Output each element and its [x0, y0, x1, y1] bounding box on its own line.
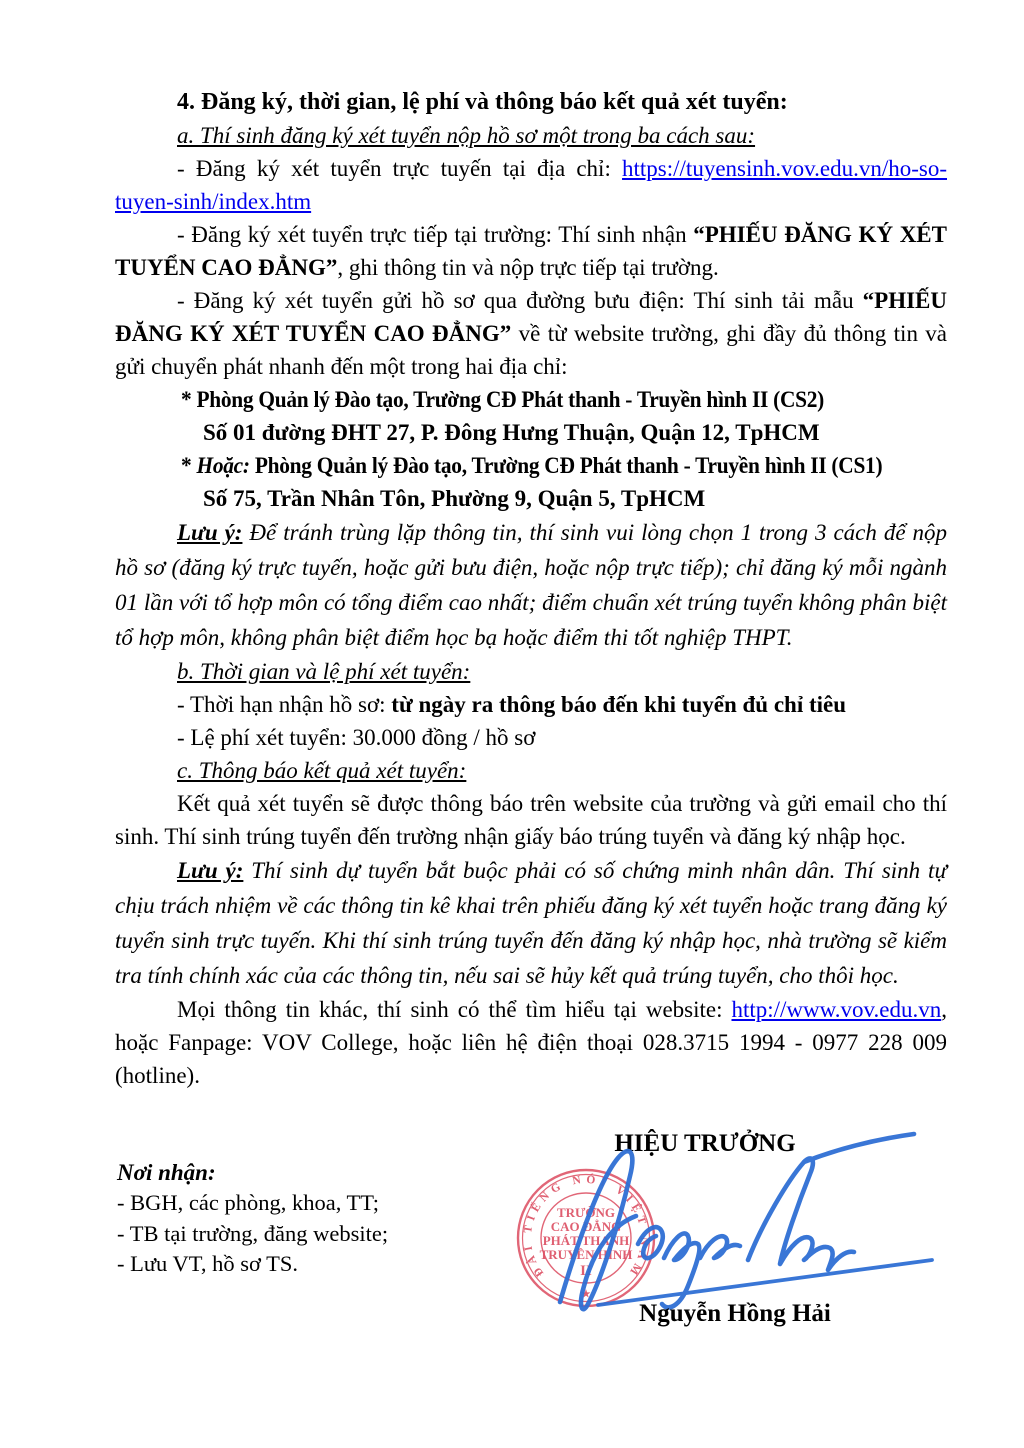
recipients-label: Nơi nhận: [117, 1160, 216, 1185]
address-line-cs1 [181, 449, 947, 482]
subsection-c-heading [115, 754, 947, 787]
address-hoac-label: Hoặc: [196, 453, 250, 478]
address-star: * [181, 453, 192, 478]
para-postal-text-1: - Đăng ký xét tuyển gửi hồ sơ qua đường bưu điện: Thí sinh tải mẫu [177, 288, 863, 313]
recipients-block [117, 1160, 447, 1280]
document-body [115, 86, 947, 1092]
stamp-center-line: TRUYỀN HÌNH [539, 1247, 633, 1262]
link-vov-website[interactable]: http://www.vov.edu.vn [731, 997, 942, 1022]
address-line-cs2-street [203, 416, 947, 449]
address-cs2-text: Phòng Quản lý Đào tạo, Trường CĐ Phát thanh - Truyền hình II (CS2) [196, 387, 825, 412]
subsection-c-heading-text: c. Thông báo kết quả xét tuyển: [177, 758, 467, 783]
more-info-text-1: Mọi thông tin khác, thí sinh có thể tìm hiểu tại website: [177, 997, 732, 1022]
note-1-text: Để tránh trùng lặp thông tin, thí sinh vui lòng chọn 1 trong 3 cách để nộp hồ sơ (đăng ký trực tuyến, hoặc gửi bưu điện, hoặc nộp trực tiếp); chỉ đăng ký mỗi ngành 01 lần với tổ hợp môn có tổng điểm cao nhất; điểm chuẩn xét trúng tuyển không phân biệt tổ hợp môn, không phân biệt điểm học bạ hoặc điểm thi tốt nghiệp THPT. [115, 520, 947, 650]
para-postal-registration [115, 284, 947, 383]
para-online-registration [115, 152, 947, 218]
note-1-label: Lưu ý: [177, 520, 243, 545]
line-fee: - Lệ phí xét tuyển: 30.000 đồng / hồ sơ [177, 725, 536, 750]
stamp-center-line: TRƯỜNG [556, 1205, 616, 1220]
para-more-info [115, 993, 947, 1092]
subsection-b-heading-text: b. Thời gian và lệ phí xét tuyển: [177, 659, 471, 684]
more-info-text-2: , hoặc Fanpage: VOV College, hoặc liên hệ điện thoại 028.3715 1994 - 0977 228 009 (hotline). [115, 997, 947, 1088]
stamp-ring-text: ĐÀI TIẾNG NÓI VIỆT NAM [521, 1173, 651, 1279]
address-cs1-text: Phòng Quản lý Đào tạo, Trường CĐ Phát thanh - Truyền hình II (CS1) [249, 453, 883, 478]
recipients-item: - TB tại trường, đăng website; [117, 1220, 389, 1246]
address-star: * [181, 387, 192, 412]
para-postal-bold: “PHIẾU ĐĂNG KÝ XÉT TUYỂN CAO ĐẲNG” [115, 288, 947, 346]
address-line-cs1-street [203, 482, 947, 515]
stamp-center-line: II [580, 1263, 592, 1279]
signature-title: HIỆU TRƯỞNG [614, 1130, 796, 1157]
para-online-text: - Đăng ký xét tuyển trực tuyến tại địa chỉ: [177, 156, 623, 181]
note-2-text: Thí sinh dự tuyển bắt buộc phải có số chứng minh nhân dân. Thí sinh tự chịu trách nhiệm về các thông tin kê khai trên phiếu đăng ký xét tuyển hoặc trang đăng ký tuyển sinh trực tuyến. Khi thí sinh trúng tuyển đến đăng ký nhập học, nhà trường sẽ kiểm tra tính chính xác của các thông tin, nếu sai sẽ hủy kết quả trúng tuyển, cho thôi học. [115, 858, 947, 988]
para-direct-registration [115, 218, 947, 284]
note-2-label: Lưu ý: [177, 858, 244, 883]
link-tuyensinh-url[interactable]: https://tuyensinh.vov.edu.vn/ho-so-tuyen-sinh/index.htm [115, 156, 947, 214]
recipients-item: - Lưu VT, hồ sơ TS. [117, 1251, 298, 1276]
stamp-center-line: PHÁT THANH [542, 1233, 630, 1248]
para-results: Kết quả xét tuyển sẽ được thông báo trên website của trường và gửi email cho thí sinh. Thí sinh trúng tuyển đến trường nhận giấy báo trúng tuyển và đăng ký nhập học. [115, 791, 947, 849]
para-direct-text-2: , ghi thông tin và nộp trực tiếp tại trường. [337, 255, 719, 280]
deadline-text: - Thời hạn nhận hồ sơ: [177, 692, 392, 717]
signature-handwriting [540, 1124, 940, 1314]
note-1 [115, 515, 947, 655]
address-cs1-street-text: Số 75, Trần Nhân Tôn, Phường 9, Quận 5, TpHCM [203, 486, 706, 511]
subsection-b-heading [115, 655, 947, 688]
address-cs2-street-text: Số 01 đường ĐHT 27, P. Đông Hưng Thuận, Quận 12, TpHCM [203, 420, 820, 445]
para-postal-text-2: về từ website trường, ghi đầy đủ thông tin và gửi chuyển phát nhanh đến một trong hai địa chỉ: [115, 321, 947, 379]
para-direct-bold: “PHIẾU ĐĂNG KÝ XÉT TUYỂN CAO ĐẲNG” [115, 222, 947, 280]
section-4-heading: 4. Đăng ký, thời gian, lệ phí và thông báo kết quả xét tuyển: [177, 89, 788, 115]
line-deadline [115, 688, 947, 721]
para-direct-text-1: - Đăng ký xét tuyển trực tiếp tại trường: Thí sinh nhận [177, 222, 694, 247]
address-line-cs2 [181, 383, 947, 416]
subsection-a-heading [115, 119, 947, 152]
recipients-item: - BGH, các phòng, khoa, TT; [117, 1190, 380, 1215]
subsection-a-heading-text: a. Thí sinh đăng ký xét tuyển nộp hồ sơ một trong ba cách sau: [177, 123, 756, 148]
star-icon: ★ [581, 1289, 591, 1300]
stamp-center-line: CAO ĐẲNG [550, 1219, 622, 1234]
deadline-bold: từ ngày ra thông báo đến khi tuyển đủ chỉ tiêu [391, 692, 847, 717]
note-2 [115, 853, 947, 993]
signer-name: Nguyễn Hồng Hải [639, 1300, 831, 1327]
